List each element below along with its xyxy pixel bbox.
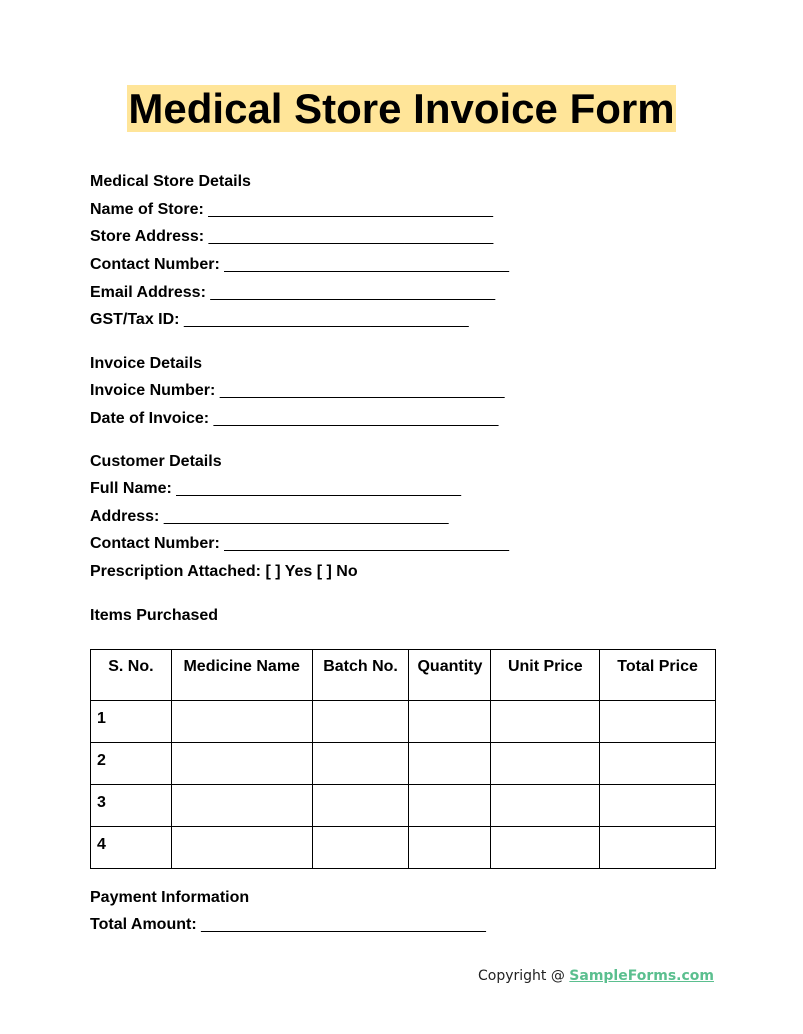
field-label: Store Address: (90, 228, 205, 245)
field-label: Invoice Number: (90, 382, 216, 399)
customer-name-field[interactable] (90, 479, 461, 499)
field-blank[interactable]: ________________________________ (208, 201, 493, 218)
store-email-field[interactable] (90, 283, 495, 303)
store-gst-field[interactable] (90, 310, 469, 330)
cell-unit-price[interactable] (491, 743, 600, 785)
copyright-text: Copyright @ (477, 968, 570, 984)
cell-total-price[interactable] (600, 743, 716, 785)
cell-unit-price[interactable] (491, 785, 600, 827)
field-label: Contact Number: (90, 256, 220, 273)
cell-total-price[interactable] (600, 701, 716, 743)
store-contact-field[interactable] (90, 255, 509, 275)
table-row (91, 785, 716, 827)
customer-contact-field[interactable] (90, 534, 509, 554)
col-batch-no: Batch No. (312, 650, 409, 701)
cell-batch-no[interactable] (312, 785, 409, 827)
field-blank[interactable]: ________________________________ (224, 535, 509, 552)
store-name-field[interactable] (90, 200, 493, 220)
field-blank[interactable]: ________________________________ (208, 228, 494, 245)
items-table (90, 649, 716, 869)
payment-heading: Payment Information (90, 889, 250, 906)
field-label: Name of Store: (90, 201, 204, 218)
store-address-field[interactable] (90, 227, 493, 247)
title-container (0, 85, 803, 132)
invoice-number-field[interactable] (90, 381, 505, 401)
field-label: Date of Invoice: (90, 410, 210, 427)
table-row (91, 827, 716, 869)
customer-details-heading: Customer Details (90, 453, 222, 470)
col-medicine-name: Medicine Name (171, 650, 312, 701)
cell-sno: 4 (91, 827, 172, 869)
cell-total-price[interactable] (600, 827, 716, 869)
field-label: Total Amount: (90, 916, 197, 933)
cell-quantity[interactable] (409, 785, 491, 827)
cell-medicine-name[interactable] (171, 827, 312, 869)
field-label: GST/Tax ID: (90, 311, 180, 328)
cell-quantity[interactable] (409, 827, 491, 869)
sampleforms-link[interactable]: SampleForms.com (569, 968, 714, 984)
col-total-price: Total Price (600, 650, 716, 701)
copyright-footer (478, 966, 714, 986)
cell-sno: 2 (91, 743, 172, 785)
field-blank[interactable]: ________________________________ (213, 410, 499, 427)
field-blank[interactable]: ________________________________ (163, 508, 449, 525)
invoice-details-heading: Invoice Details (90, 355, 203, 372)
field-blank[interactable]: ________________________________ (183, 311, 469, 328)
cell-unit-price[interactable] (491, 827, 600, 869)
items-heading: Items Purchased (90, 607, 219, 624)
cell-medicine-name[interactable] (171, 785, 312, 827)
cell-quantity[interactable] (409, 743, 491, 785)
cell-medicine-name[interactable] (171, 743, 312, 785)
cell-medicine-name[interactable] (171, 701, 312, 743)
cell-quantity[interactable] (409, 701, 491, 743)
field-label: Email Address: (90, 284, 206, 301)
total-amount-field[interactable] (90, 915, 486, 935)
col-sno: S. No. (91, 650, 172, 701)
field-blank[interactable]: ________________________________ (176, 480, 461, 497)
col-unit-price: Unit Price (491, 650, 600, 701)
cell-batch-no[interactable] (312, 701, 409, 743)
cell-sno: 1 (91, 701, 172, 743)
cell-batch-no[interactable] (312, 743, 409, 785)
store-details-heading: Medical Store Details (90, 173, 251, 190)
table-header-row (91, 650, 716, 701)
cell-unit-price[interactable] (491, 701, 600, 743)
col-quantity: Quantity (409, 650, 491, 701)
field-blank[interactable]: ________________________________ (201, 916, 486, 933)
field-label: Contact Number: (90, 535, 220, 552)
field-blank[interactable]: ________________________________ (219, 382, 505, 399)
table-row (91, 701, 716, 743)
cell-batch-no[interactable] (312, 827, 409, 869)
cell-sno: 3 (91, 785, 172, 827)
field-blank[interactable]: ________________________________ (210, 284, 496, 301)
table-row (91, 743, 716, 785)
field-label: Address: (90, 508, 160, 525)
field-blank[interactable]: ________________________________ (224, 256, 509, 273)
page-title: Medical Store Invoice Form (128, 85, 675, 132)
field-label: Full Name: (90, 480, 172, 497)
cell-total-price[interactable] (600, 785, 716, 827)
invoice-date-field[interactable] (90, 409, 498, 429)
customer-address-field[interactable] (90, 507, 449, 527)
prescription-checkbox-line[interactable]: Prescription Attached: [ ] Yes [ ] No (90, 563, 358, 580)
